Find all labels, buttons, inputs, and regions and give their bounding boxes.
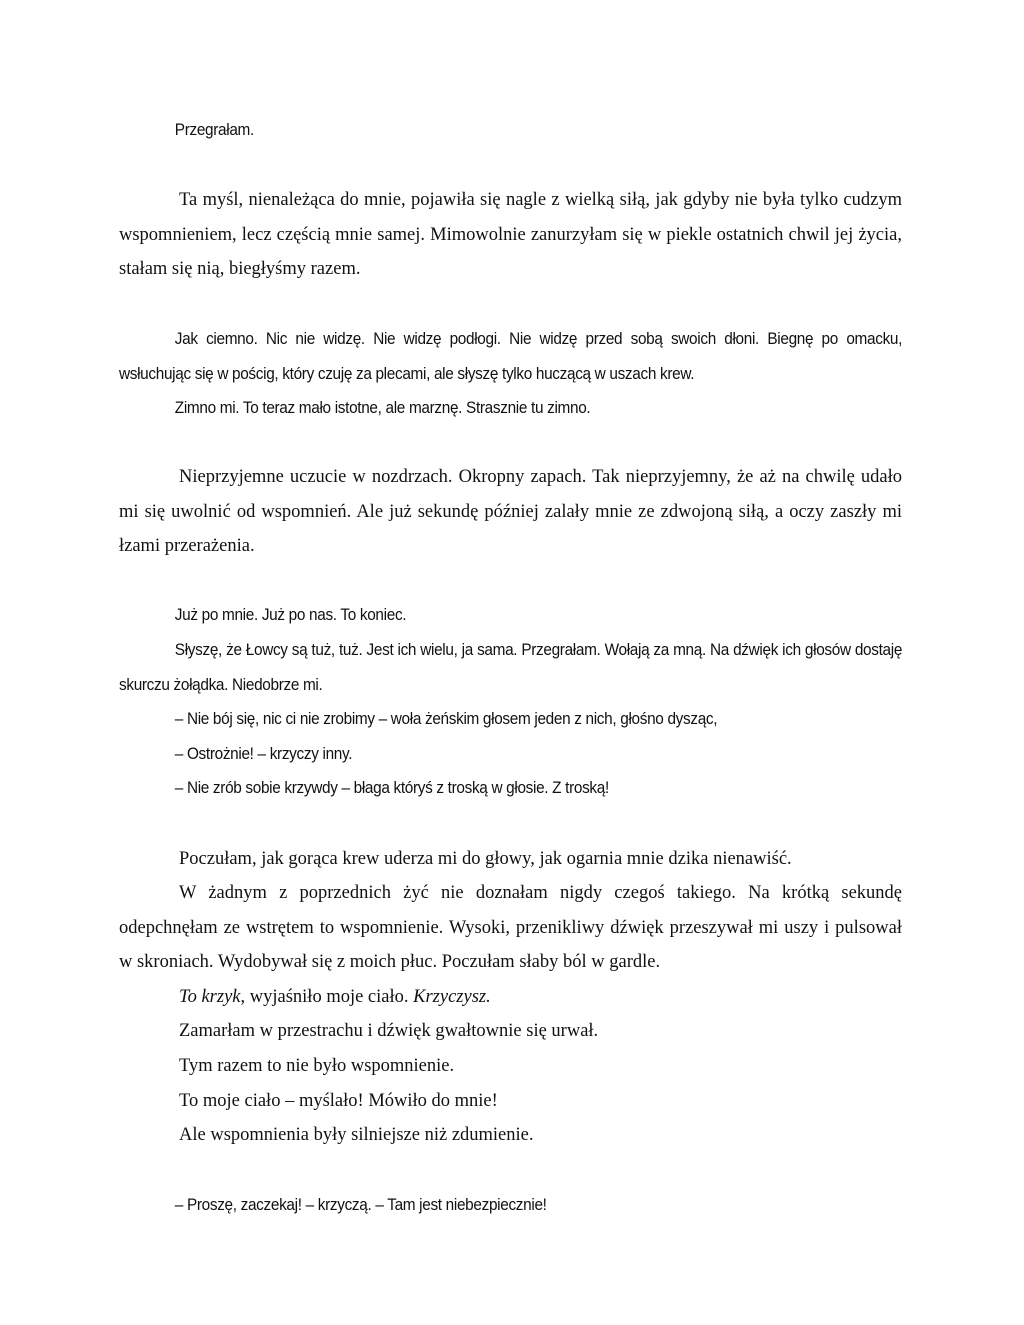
- paragraph-ale-wspomnienia: Ale wspomnienia były silniejsze niż zdumienie.: [179, 1125, 534, 1145]
- text-wyjasnilo: , wyjaśniło moje ciało.: [240, 987, 414, 1007]
- paragraph-przegralam: Przegrałam.: [174, 121, 254, 139]
- paragraph-poczulam: Poczułam, jak gorąca krew uderza mi do głowy, jak ogarnia mnie dzika nienawiść.: [179, 849, 792, 869]
- paragraph-jak-ciemno: Jak ciemno. Nic nie widzę. Nie widzę podłogi. Nie widzę przed sobą swoich dłoni. Biegnę po omacku, wsłuchując się w pościg, który czuję za plecami, ale słyszę tylko huczącą w uszach krew.: [119, 330, 903, 383]
- paragraph-ta-mysl: Ta myśl, nienależąca do mnie, pojawiła się nagle z wielką siłą, jak gdyby nie była tylko cudzym wspomnieniem, lecz częścią mnie samej. Mimowolnie zanurzyłam się w piekle ostatnich chwil jej życia, stałam się nią, biegłyśmy razem.: [119, 190, 902, 279]
- paragraph-to-moje-cialo: To moje ciało – myślało! Mówiło do mnie!: [179, 1091, 498, 1111]
- paragraph-w-zadnym: W żadnym z poprzednich żyć nie doznałam nigdy czegoś takiego. Na krótką sekundę odepchnęłam ze wstrętem to wspomnienie. Wysoki, przenikliwy dźwięk przeszywał mi uszy i pulsował w skroniach. Wydobywał się z moich płuc. Poczułam słaby ból w gardle.: [119, 883, 902, 972]
- paragraph-slysze: Słyszę, że Łowcy są tuż, tuż. Jest ich wielu, ja sama. Przegrałam. Wołają za mną. Na dźwięk ich głosów dostaję skurczu żołądka. Niedobrze mi.: [119, 641, 903, 694]
- dialogue-prosze-zaczekaj: – Proszę, zaczekaj! – krzyczą. – Tam jest niebezpiecznie!: [174, 1196, 547, 1214]
- paragraph-juz-po-mnie: Już po mnie. Już po nas. To koniec.: [174, 606, 407, 624]
- paragraph-nieprzyjemne: Nieprzyjemne uczucie w nozdrzach. Okropny zapach. Tak nieprzyjemny, że aż na chwilę udało mi się uwolnić od wspomnień. Ale już sekundę później zalały mnie ze zdwojoną siłą, a oczy zaszły mi łzami przerażenia.: [119, 467, 902, 556]
- paragraph-to-krzyk: [119, 980, 902, 1015]
- dialogue-line-2: – Ostrożnie! – krzyczy inny.: [174, 745, 353, 763]
- paragraph-zimno-mi: Zimno mi. To teraz mało istotne, ale marznę. Strasznie tu zimno.: [174, 399, 591, 417]
- paragraph-tym-razem: Tym razem to nie było wspomnienie.: [179, 1056, 455, 1076]
- italic-krzyczysz: Krzyczysz.: [413, 987, 491, 1007]
- dialogue-line-3: – Nie zrób sobie krzywdy – błaga któryś z troską w głosie. Z troską!: [174, 779, 609, 797]
- dialogue-line-1: – Nie bój się, nic ci nie zrobimy – woła żeńskim głosem jeden z nich, głośno dysząc,: [174, 710, 718, 728]
- italic-to-krzyk: To krzyk: [179, 987, 241, 1007]
- paragraph-zamarlam: Zamarłam w przestrachu i dźwięk gwałtownie się urwał.: [179, 1021, 599, 1041]
